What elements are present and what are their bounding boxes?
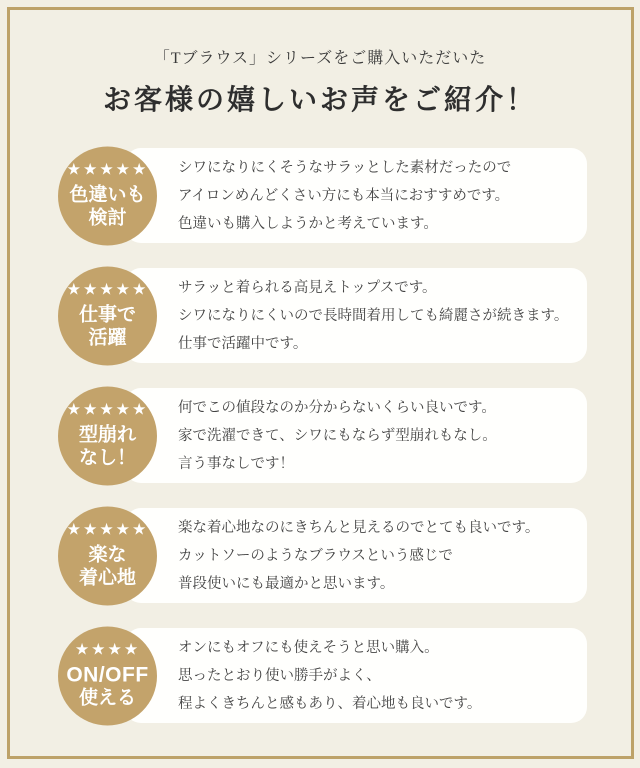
review-badge xyxy=(58,386,157,485)
review-line: 思ったとおり使い勝手がよく、 xyxy=(178,667,381,684)
star-rating-icon: ★★★★ xyxy=(74,641,141,658)
page-title: お客様の嬉しいお声をご紹介！ xyxy=(102,85,537,116)
badge-label-line2: なし！ xyxy=(78,447,136,468)
review-row xyxy=(0,388,640,483)
star-rating-icon: ★★★★★ xyxy=(66,401,149,418)
review-line: アイロンめんどくさい方にも本当におすすめです。 xyxy=(178,187,510,204)
review-line: 仕事で活躍中です。 xyxy=(178,335,308,352)
badge-label-line2: 使える xyxy=(78,687,136,708)
review-line: 楽な着心地なのにきちんと見えるのでとても良いです。 xyxy=(178,519,540,536)
review-badge xyxy=(58,146,157,245)
badge-label-line1: 仕事で xyxy=(78,304,136,325)
review-line: 何でこの値段なのか分からないくらい良いです。 xyxy=(178,399,496,416)
review-row xyxy=(0,628,640,723)
review-badge xyxy=(58,626,157,725)
review-line: 程よくきちんと感もあり、着心地も良いです。 xyxy=(178,695,482,712)
badge-label-line1: ON/OFF xyxy=(66,663,149,686)
star-rating-icon: ★★★★★ xyxy=(66,281,149,298)
reviews-list xyxy=(0,148,640,723)
badge-label-line2: 検討 xyxy=(88,207,127,228)
star-rating-icon: ★★★★★ xyxy=(66,521,149,538)
review-line: オンにもオフにも使えそうと思い購入。 xyxy=(178,639,439,656)
page-subtitle: 「Tブラウス」シリーズをご購入いただいた xyxy=(153,50,487,67)
badge-label-line1: 色違いも xyxy=(69,184,146,205)
badge-label-line1: 楽な xyxy=(88,544,127,565)
review-text xyxy=(178,388,628,483)
badge-label-line1: 型崩れ xyxy=(78,424,136,445)
review-line: 色違いも購入しようかと考えています。 xyxy=(178,215,438,232)
badge-label-line2: 活躍 xyxy=(88,327,127,348)
review-row xyxy=(0,148,640,243)
review-line: サラッと着られる高見えトップスです。 xyxy=(178,279,437,296)
review-row xyxy=(0,508,640,603)
review-text xyxy=(178,268,628,363)
review-badge xyxy=(58,506,157,605)
review-line: 言う事なしです！ xyxy=(178,455,294,472)
review-row xyxy=(0,268,640,363)
review-line: シワになりにくそうなサラッとした素材だったので xyxy=(178,159,512,176)
review-text xyxy=(178,508,628,603)
review-text xyxy=(178,148,628,243)
star-rating-icon: ★★★★★ xyxy=(66,161,149,178)
review-line: カットソーのようなブラウスという感じで xyxy=(178,547,453,564)
review-line: シワになりにくいので長時間着用しても綺麗さが続きます。 xyxy=(178,307,569,324)
review-badge xyxy=(58,266,157,365)
review-line: 家で洗濯できて、シワにもならず型崩れもなし。 xyxy=(178,427,497,444)
review-line: 普段使いにも最適かと思います。 xyxy=(178,575,395,592)
badge-label-line2: 着心地 xyxy=(78,567,136,588)
review-text xyxy=(178,628,628,723)
header xyxy=(0,0,640,148)
